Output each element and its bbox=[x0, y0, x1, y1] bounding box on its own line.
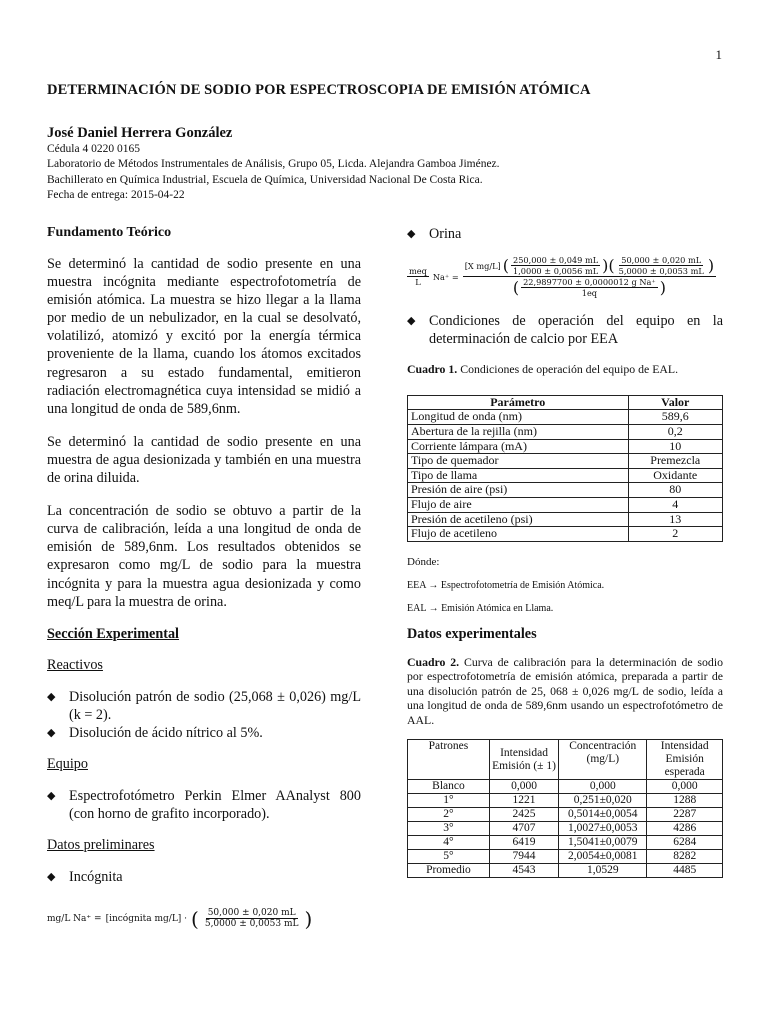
table-cell: Promedio bbox=[408, 864, 490, 878]
table-cell: Presión de aire (psi) bbox=[408, 483, 629, 498]
table-cell: 7944 bbox=[489, 850, 558, 864]
paragraph: Se determinó la cantidad de sodio presente en una muestra de agua desionizada y también en una muestra de orina diluida. bbox=[47, 433, 361, 487]
orina-list bbox=[407, 225, 723, 243]
formula-incognita: mg/L Na⁺ = [incógnita mg/L] · ( $\frac{50,000 \pm 0,020 mL}{5,0000 \pm 0,0053 mL}$ ) bbox=[47, 906, 313, 931]
table-row bbox=[408, 864, 723, 878]
table-cell: 3° bbox=[408, 822, 490, 836]
subsection-title-datos-preliminares: Datos preliminares bbox=[47, 837, 155, 854]
document-title: DETERMINACIÓN DE SODIO POR ESPECTROSCOPIA DE EMISIÓN ATÓMICA bbox=[47, 82, 591, 98]
table-cell: 5° bbox=[408, 850, 490, 864]
table-cell: 589,6 bbox=[628, 410, 723, 425]
donde-label: Dónde: bbox=[407, 555, 440, 568]
list-item: ◆ Espectrofotómetro Perkin Elmer AAnalyst 800 (con horno de grafito incorporado). bbox=[47, 787, 361, 823]
table-cell: 0,5014±0,0054 bbox=[559, 808, 647, 822]
table-cell: 2° bbox=[408, 808, 490, 822]
table-cell: Tipo de quemador bbox=[408, 454, 629, 469]
meta-line-program: Bachillerato en Química Industrial, Escuela de Química, Universidad Nacional De Costa Rica. bbox=[47, 173, 483, 186]
author-id: Cédula 4 0220 0165 bbox=[47, 143, 140, 155]
diamond-bullet-icon: ◆ bbox=[47, 789, 56, 802]
table-row bbox=[408, 836, 723, 850]
subsection-title-equipo: Equipo bbox=[47, 755, 88, 772]
table-cell: 0,000 bbox=[489, 780, 558, 794]
document-header bbox=[47, 82, 727, 204]
table-row bbox=[408, 424, 723, 439]
list-item: ◆ Condiciones de operación del equipo en la determinación de calcio por EEA bbox=[407, 313, 723, 348]
table-row bbox=[408, 850, 723, 864]
table-row bbox=[408, 512, 723, 527]
paragraph: La concentración de sodio se obtuvo a partir de la curva de calibración, leída a una longitud de onda de emisión de 589,6nm. Los resultados obtenidos se expresaron como mg/L de sodio para la muestra incógnita y para la muestra agua desionizada y como meq/L para la muestra de orina. bbox=[47, 503, 361, 610]
table-cell: Longitud de onda (nm) bbox=[408, 410, 629, 425]
table-cell: Abertura de la rejilla (nm) bbox=[408, 424, 629, 439]
table-cell: Oxidante bbox=[628, 468, 723, 483]
table-cell: 8282 bbox=[647, 850, 723, 864]
table-cell: 6284 bbox=[647, 836, 723, 850]
incognita-list bbox=[47, 868, 361, 886]
table-cell: 4° bbox=[408, 836, 490, 850]
table-cell: Corriente lámpara (mA) bbox=[408, 439, 629, 454]
table-cell: 4485 bbox=[647, 864, 723, 878]
table-cell: 1° bbox=[408, 794, 490, 808]
table-cell: 4543 bbox=[489, 864, 558, 878]
reactivos-list bbox=[47, 688, 361, 742]
list-item: ◆ Disolución de ácido nítrico al 5%. bbox=[47, 724, 263, 741]
table-cell: Premezcla bbox=[628, 454, 723, 469]
diamond-bullet-icon: ◆ bbox=[407, 228, 416, 240]
meta-line-date: Fecha de entrega: 2015-04-22 bbox=[47, 189, 185, 202]
table-cell: 4286 bbox=[647, 822, 723, 836]
table-cell: 0,2 bbox=[628, 424, 723, 439]
conditions-table-body bbox=[408, 410, 723, 541]
list-item: ◆ Incógnita bbox=[47, 869, 123, 886]
table-cell: 1288 bbox=[647, 794, 723, 808]
equipo-list bbox=[47, 787, 361, 823]
table-header-row: Parámetro Valor bbox=[408, 395, 723, 410]
author-name: José Daniel Herrera González bbox=[47, 125, 233, 141]
table-row bbox=[408, 794, 723, 808]
table-cell: 13 bbox=[628, 512, 723, 527]
table-cell: Flujo de aire bbox=[408, 497, 629, 512]
table-cell: 0,000 bbox=[559, 780, 647, 794]
table-row bbox=[408, 527, 723, 542]
calibration-table bbox=[407, 739, 723, 878]
right-column bbox=[407, 225, 723, 878]
table-cell: 2287 bbox=[647, 808, 723, 822]
table-row bbox=[408, 808, 723, 822]
table-row bbox=[408, 483, 723, 498]
table-row bbox=[408, 468, 723, 483]
table-cell: Presión de acetileno (psi) bbox=[408, 512, 629, 527]
table-row bbox=[408, 822, 723, 836]
table-row bbox=[408, 410, 723, 425]
table-header-row: Patrones Intensidad Emisión (± 1) Concentración (mg/L) Intensidad Emisión esperada bbox=[408, 740, 723, 780]
table-cell: 4707 bbox=[489, 822, 558, 836]
table-cell: 1,0529 bbox=[559, 864, 647, 878]
table-cell: 2425 bbox=[489, 808, 558, 822]
table-cell: Tipo de llama bbox=[408, 468, 629, 483]
table-cell: 80 bbox=[628, 483, 723, 498]
table-cell: Flujo de acetileno bbox=[408, 527, 629, 542]
diamond-bullet-icon: ◆ bbox=[47, 726, 56, 739]
table-row bbox=[408, 454, 723, 469]
table-cell: 10 bbox=[628, 439, 723, 454]
diamond-bullet-icon: ◆ bbox=[47, 871, 56, 884]
table-cell: 4 bbox=[628, 497, 723, 512]
conditions-table bbox=[407, 395, 723, 542]
condiciones-list bbox=[407, 312, 723, 348]
section-title-experimental: Sección Experimental bbox=[47, 625, 180, 642]
eea-definition: EEA → Espectrofotometría de Emisión Atómica. bbox=[407, 579, 605, 591]
table-row bbox=[408, 497, 723, 512]
meta-line-lab: Laboratorio de Métodos Instrumentales de Análisis, Grupo 05, Licda. Alejandra Gamboa Jiménez. bbox=[47, 158, 500, 171]
table-cell: 1,0027±0,0053 bbox=[559, 822, 647, 836]
calibration-table-body bbox=[408, 780, 723, 878]
table-row bbox=[408, 439, 723, 454]
table-cell: Blanco bbox=[408, 780, 490, 794]
table-cell: 1,5041±0,0079 bbox=[559, 836, 647, 850]
paragraph: Se determinó la cantidad de sodio presente en una muestra incógnita mediante espectrofotometría de emisión atómica. La muestra se hizo llegar a la llama por medio de un nebulizador, en la cual se desolvató, volatilizó, atomizó y excitó por la energía térmica proveniente de la llama, cuando los átomos excitados regresaron a su estado fundamental, emitieron radiación electromagnética cuya intensidad se midió a una longitud de onda de 589,6nm. bbox=[47, 256, 361, 417]
eal-definition: EAL → Emisión Atómica en Llama. bbox=[407, 602, 554, 614]
table-cell: 2 bbox=[628, 527, 723, 542]
list-item: ◆ Disolución patrón de sodio (25,068 ± 0,026) mg/L (k = 2). bbox=[47, 688, 361, 723]
section-title-datos: Datos experimentales bbox=[407, 625, 537, 642]
table-cell: 0,251±0,020 bbox=[559, 794, 647, 808]
table-cell: 2,0054±0,0081 bbox=[559, 850, 647, 864]
table1-caption: Cuadro 1. Condiciones de operación del equipo de EAL. bbox=[407, 362, 679, 377]
diamond-bullet-icon: ◆ bbox=[407, 315, 416, 328]
page-number: 1 bbox=[715, 47, 722, 62]
table-row bbox=[408, 780, 723, 794]
table-cell: 1221 bbox=[489, 794, 558, 808]
table-cell: 6419 bbox=[489, 836, 558, 850]
left-column bbox=[47, 225, 361, 929]
diamond-bullet-icon: ◆ bbox=[47, 690, 56, 703]
table2-caption: Cuadro 2. Curva de calibración para la determinación de sodio por espectrofotometría de emisión atómica, preparada a partir de una disolución patrón de 25, 068 ± 0,026 mg/L de sodio, leída a una longitud de onda de 589,6nm usando un espectrofotómetro de AAL. bbox=[407, 654, 724, 727]
formula-orina: $\frac{\text{meq}}{L}$ Na⁺ = [X mg/L] ( $\frac{250,000 \pm 0,049 mL}{1,0000 \pm 0,0056 mL}$ )( $\frac{50,000 \pm 0,020 mL}{5,0000 \pm 0,0053 mL}$ ) ( $\frac{\text{22,9897700 ± 0,0000012 g Na⁺}}{1eq}$ ) bbox=[409, 255, 715, 299]
section-title-fundamento: Fundamento Teórico bbox=[47, 225, 172, 240]
list-item: ◆ Orina bbox=[407, 226, 462, 242]
subsection-title-reactivos: Reactivos bbox=[47, 656, 103, 673]
table-cell: 0,000 bbox=[647, 780, 723, 794]
